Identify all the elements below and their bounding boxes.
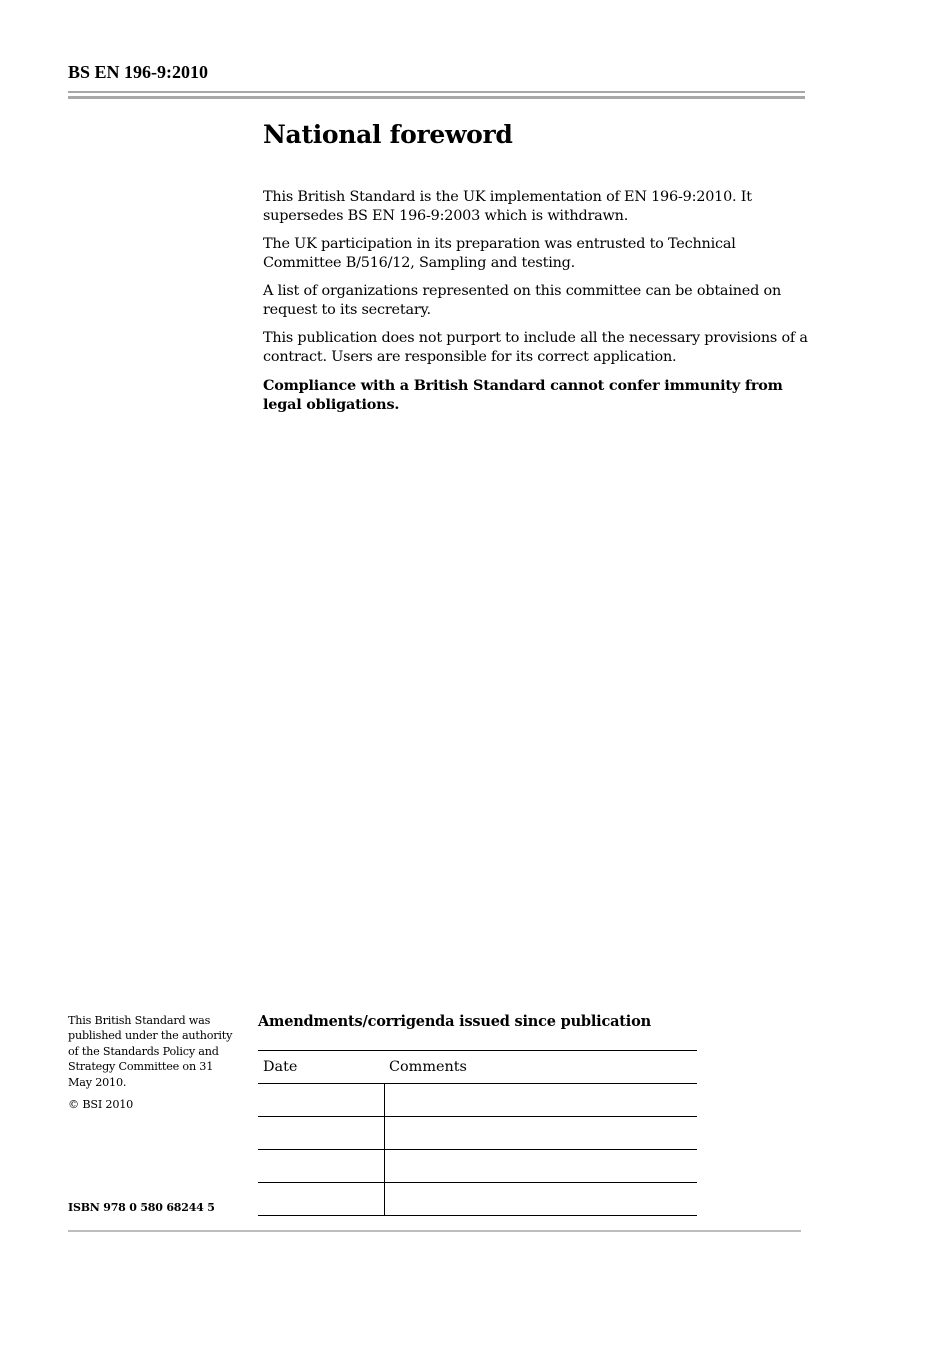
- foreword-paragraph: The UK participation in its preparation was entrusted to Technical Committee B/516/12, Sampling and testing.: [263, 236, 736, 271]
- amendments-table: [258, 1050, 697, 1216]
- date-cell: [258, 1150, 384, 1183]
- table-row: [258, 1150, 697, 1183]
- comments-cell: [384, 1117, 697, 1150]
- foreword-paragraph: This British Standard is the UK implementation of EN 196-9:2010. It supersedes BS EN 196-9:2003 which is withdrawn.: [263, 189, 752, 224]
- publication-sidebar: [68, 1013, 238, 1119]
- foreword-paragraph: This publication does not purport to include all the necessary provisions of a contract. Users are responsible for its correct application.: [263, 330, 808, 365]
- column-header-date: Date: [258, 1051, 384, 1084]
- table-row: [258, 1117, 697, 1150]
- date-cell: [258, 1183, 384, 1216]
- table-header-row: [258, 1051, 697, 1084]
- comments-cell: [384, 1150, 697, 1183]
- copyright-notice: © BSI 2010: [68, 1098, 134, 1112]
- date-cell: [258, 1117, 384, 1150]
- comments-cell: [384, 1183, 697, 1216]
- header-double-rule: [68, 91, 805, 99]
- page-title: National foreword: [263, 120, 513, 149]
- comments-cell: [384, 1084, 697, 1117]
- footer-rule: [68, 1230, 801, 1232]
- foreword-paragraph: A list of organizations represented on this committee can be obtained on request to its secretary.: [263, 283, 782, 318]
- table-row: [258, 1183, 697, 1216]
- table-row: [258, 1084, 697, 1117]
- date-cell: [258, 1084, 384, 1117]
- column-header-comments: Comments: [384, 1051, 697, 1084]
- publication-note: This British Standard was published under the authority of the Standards Policy and Strategy Committee on 31 May 2010.: [68, 1014, 233, 1089]
- foreword-body: [263, 188, 808, 423]
- amendments-title: Amendments/corrigenda issued since publication: [258, 1013, 651, 1030]
- isbn: ISBN 978 0 580 68244 5: [68, 1201, 215, 1214]
- document-id: BS EN 196-9:2010: [68, 62, 209, 82]
- compliance-statement: Compliance with a British Standard cannot confer immunity from legal obligations.: [263, 377, 783, 413]
